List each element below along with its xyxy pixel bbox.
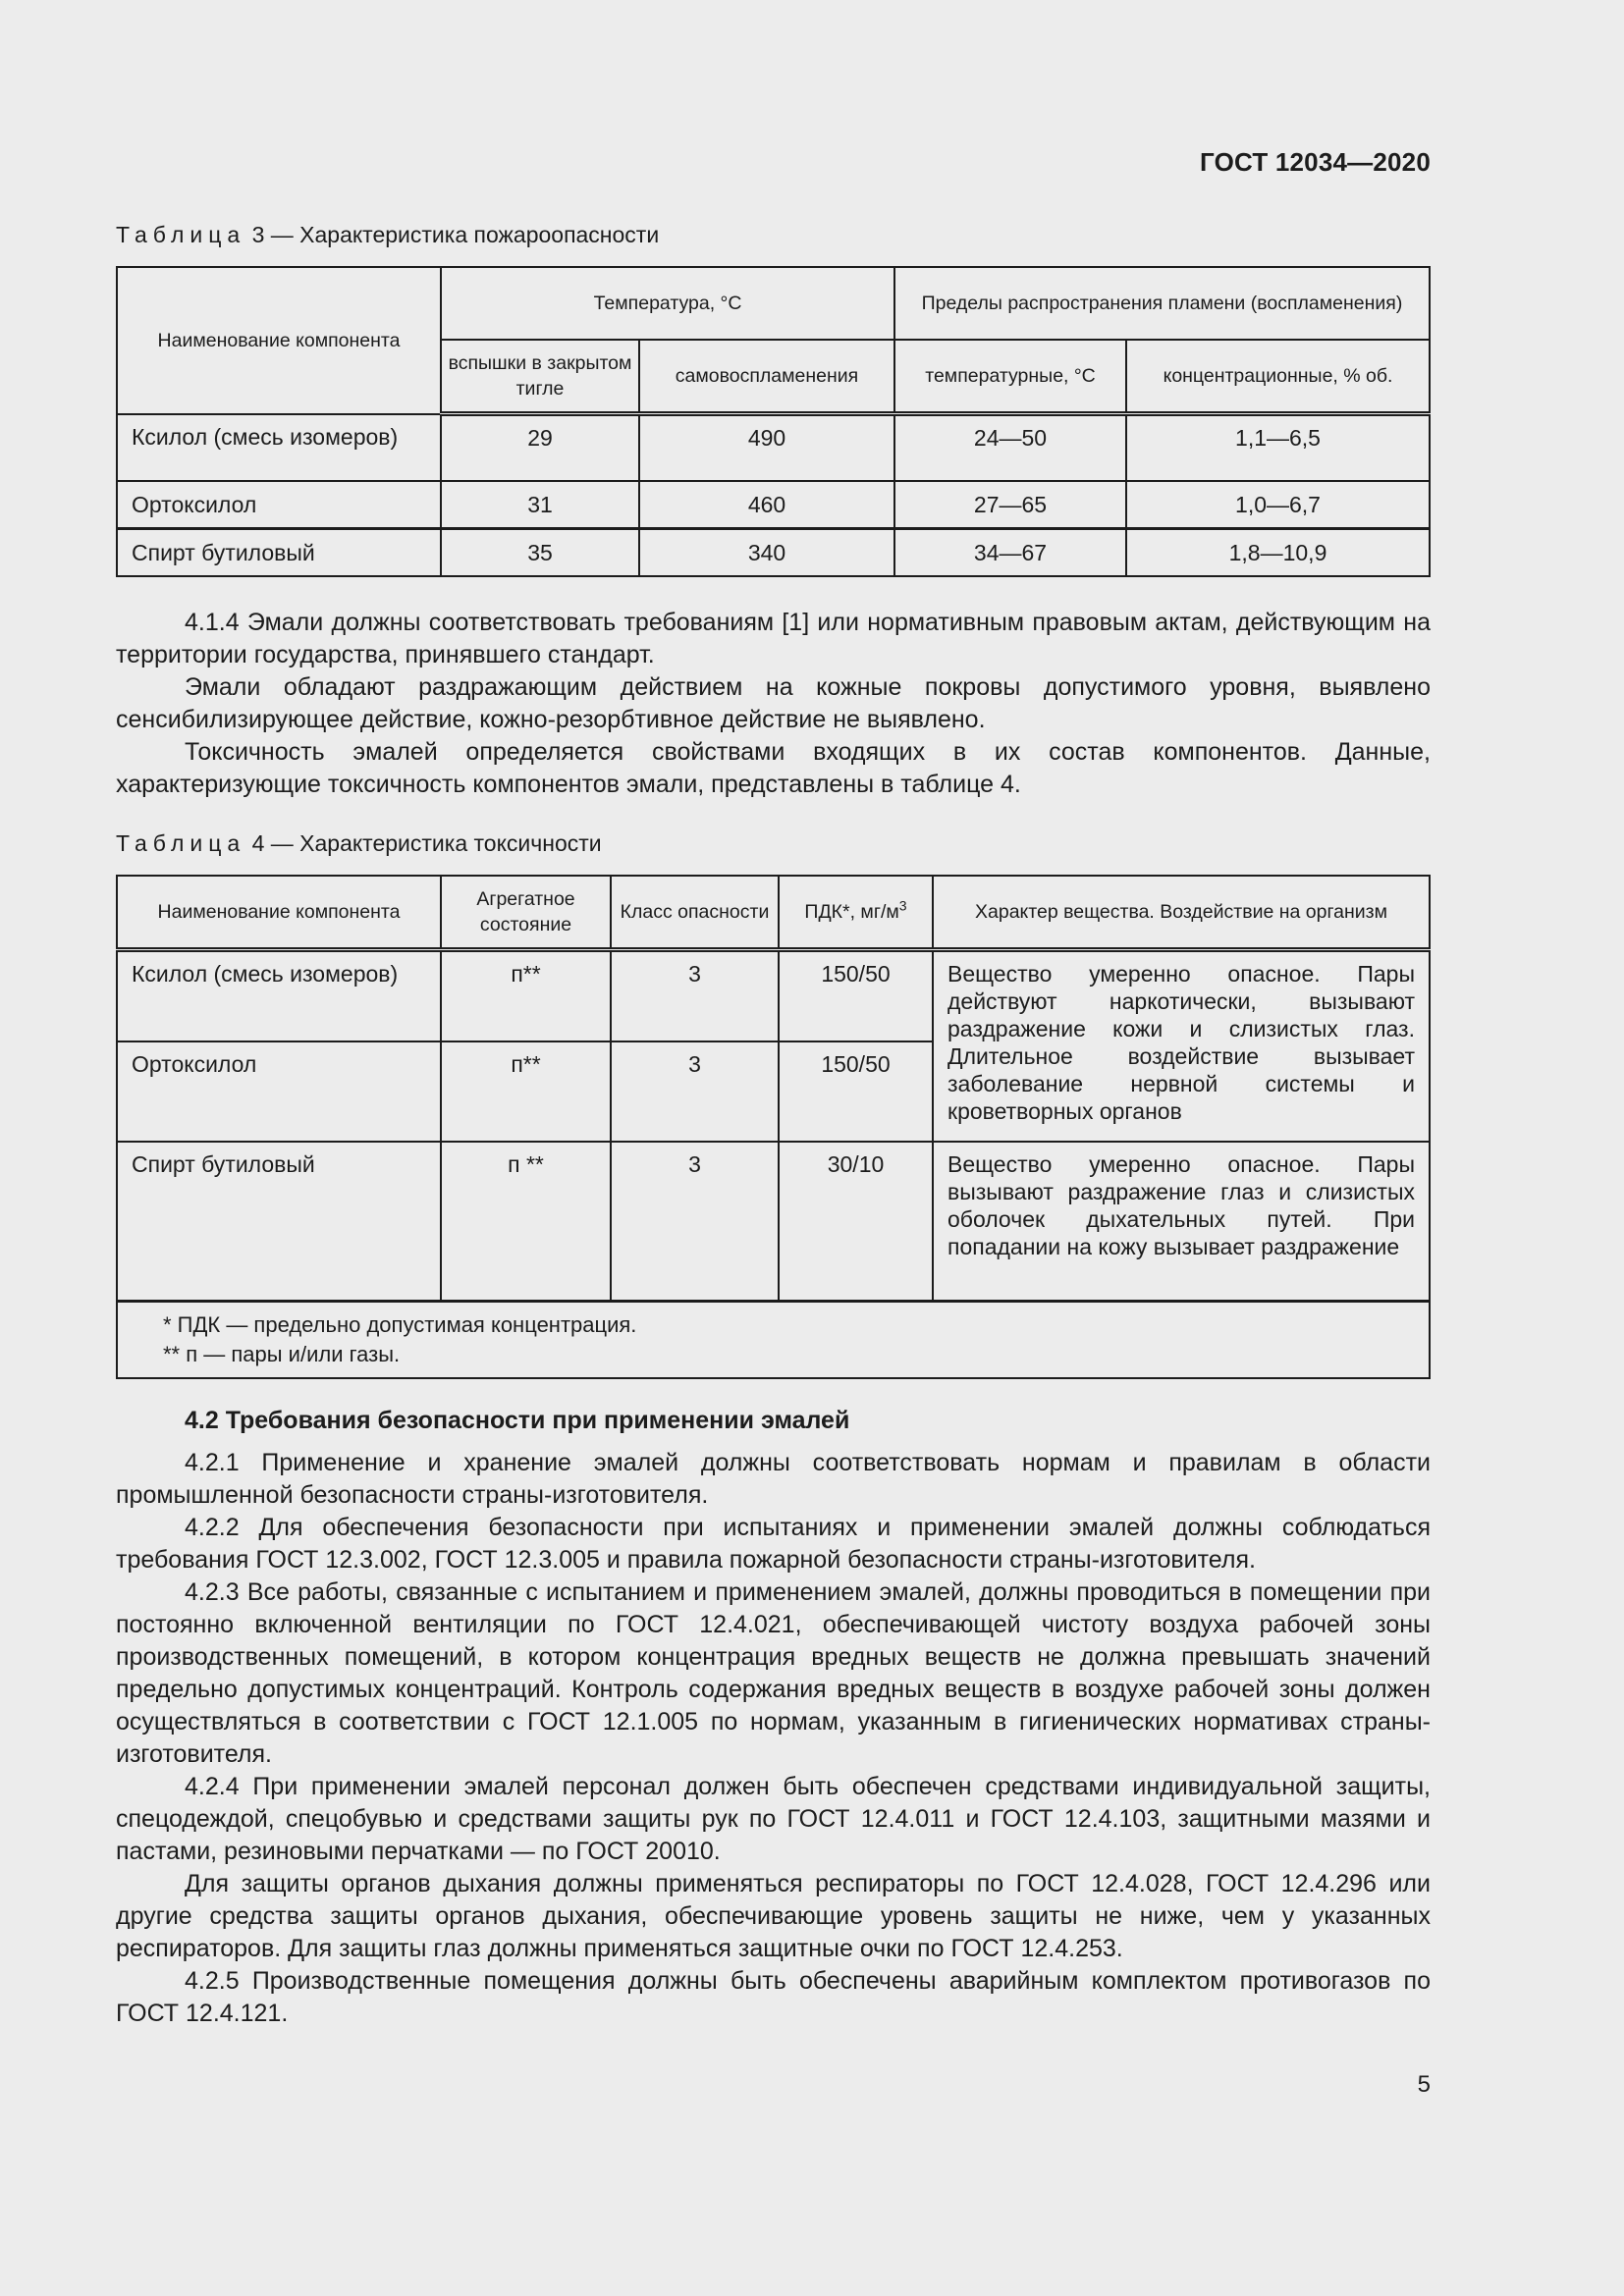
table-4-header-mac-superscript: 3 [898,897,907,913]
table-row [117,481,1430,529]
table-3-header-autoignition: самовоспламенения [639,340,894,414]
table-4-cell-component: Спирт бутиловый [117,1142,441,1302]
table-4-cell-component: Ортоксилол [117,1041,441,1142]
table-4-cell-character-butanol: Вещество умеренно опасное. Пары вызывают раздражение глаз и слизистых оболочек дыхательных путей. При попадании на кожу вызывает раздражение [933,1142,1430,1302]
table-3-cell-component: Ортоксилол [117,481,441,529]
table-4-cell-hazard-class: 3 [611,1041,779,1142]
paragraph-irritation: Эмали обладают раздражающим действием на кожные покровы допустимого уровня, выявлено сенсибилизирующее действие, кожно-резорбтивное действие не выявлено. [116,672,1431,733]
table-4-header-mac [779,876,933,950]
paragraph-respiratory-protection: Для защиты органов дыхания должны применяться респираторы по ГОСТ 12.4.028, ГОСТ 12.4.296 или другие средства защиты органов дыхания, обеспечивающие уровень защиты не ниже, чем у указанных респираторов. Для защиты глаз должны применяться защитные очки по ГОСТ 12.4.253. [116,1869,1431,1962]
table-4-header-character: Характер вещества. Воздействие на организм [933,876,1430,950]
table-3-cell-temp: 34—67 [894,528,1126,576]
table-3-cell-flash: 29 [441,414,639,481]
table-3-caption-word: Таблица [116,222,246,247]
table-4-header-hazard-class: Класс опасности [611,876,779,950]
table-4-cell-character-xylene: Вещество умеренно опасное. Пары действуют наркотически, вызывают раздражение кожи и слизистых глаз. Длительное воздействие вызывает заболевание нервной системы и кроветворных органов [933,949,1430,1142]
table-4-header-state: Агрегатное состояние [441,876,611,950]
page-number: 5 [1417,2071,1431,2098]
table-3-cell-conc: 1,8—10,9 [1126,528,1430,576]
table-3-cell-autoignition: 340 [639,528,894,576]
paragraph-4-2-4: 4.2.4 При применении эмалей персонал должен быть обеспечен средствами индивидуальной защиты, спецодеждой, спецобувью и средствами защиты рук по ГОСТ 12.4.011 и ГОСТ 12.4.103, защитными мазями и пастами, резиновыми перчатками — по ГОСТ 20010. [116,1772,1431,1865]
table-row [117,414,1430,481]
toxicity-table [116,875,1431,1379]
table-4-note-mac: * ПДК — предельно допустимая концентрация. [163,1311,637,1337]
table-4-notes [117,1301,1430,1378]
table-3-cell-component: Спирт бутиловый [117,528,441,576]
table-3-cell-conc: 1,0—6,7 [1126,481,1430,529]
fire-hazard-table [116,266,1431,577]
table-4-caption-title: 4 — Характеристика токсичности [251,829,602,856]
table-4-caption-word: Таблица [116,829,246,856]
table-3-header-flame-limits: Пределы распространения пламени (воспламенения) [894,267,1430,340]
table-row [117,949,1430,1041]
table-4-header-mac-text: ПДК*, мг/м [804,900,899,923]
paragraph-4-2-2: 4.2.2 Для обеспечения безопасности при испытаниях и применении эмалей должны соблюдаться требования ГОСТ 12.3.002, ГОСТ 12.3.005 и правила пожарной безопасности страны-изготовителя. [116,1513,1431,1574]
document-header-standard-id: ГОСТ 12034—2020 [1200,147,1431,177]
table-3-header-flash-point: вспышки в закрытом тигле [441,340,639,414]
table-3-cell-autoignition: 490 [639,414,894,481]
table-4-notes-row [117,1301,1430,1378]
table-4-cell-hazard-class: 3 [611,949,779,1041]
paragraph-4-1-4: 4.1.4 Эмали должны соответствовать требованиям [1] или нормативным правовым актам, действующим на территории государства, принявшего стандарт. [116,608,1431,668]
table-4-cell-mac: 150/50 [779,1041,933,1142]
paragraph-toxicity: Токсичность эмалей определяется свойствами входящих в их состав компонентов. Данные, характеризующие токсичность компонентов эмали, представлены в таблице 4. [116,737,1431,798]
paragraph-4-2-3: 4.2.3 Все работы, связанные с испытанием и применением эмалей, должны проводиться в помещении при постоянно включенной вентиляции по ГОСТ 12.4.021, обеспечивающей чистоту воздуха рабочей зоны производственных помещений, в котором концентрация вредных веществ не должна превышать значений предельно допустимых концентраций. Контроль содержания вредных веществ в воздухе рабочей зоны должен осуществляться в соответствии с ГОСТ 12.1.005 по нормам, указанным в гигиенических нормативах страны-изготовителя. [116,1577,1431,1768]
table-4-cell-mac: 150/50 [779,949,933,1041]
table-4-header-component: Наименование компонента [117,876,441,950]
table-4-cell-mac: 30/10 [779,1142,933,1302]
table-3-cell-temp: 24—50 [894,414,1126,481]
table-3-cell-component: Ксилол (смесь изомеров) [117,414,441,481]
table-4-cell-state: п** [441,949,611,1041]
table-4-cell-state: п ** [441,1142,611,1302]
table-3-cell-conc: 1,1—6,5 [1126,414,1430,481]
table-4-cell-hazard-class: 3 [611,1142,779,1302]
table-3-cell-autoignition: 460 [639,481,894,529]
page-content [116,222,1431,2030]
table-4-cell-component: Ксилол (смесь изомеров) [117,949,441,1041]
paragraph-4-2-1: 4.2.1 Применение и хранение эмалей должны соответствовать нормам и правилам в области промышленной безопасности страны-изготовителя. [116,1448,1431,1509]
table-3-caption-title: 3 — Характеристика пожароопасности [251,222,660,247]
table-3-cell-temp: 27—65 [894,481,1126,529]
table-3-header-temperature: Температура, °С [441,267,894,340]
table-3-header-component: Наименование компонента [117,267,441,414]
table-3-cell-flash: 31 [441,481,639,529]
paragraph-4-2-5: 4.2.5 Производственные помещения должны быть обеспечены аварийным комплектом противогазов по ГОСТ 12.4.121. [116,1966,1431,2027]
section-4-2-title: 4.2 Требования безопасности при применении эмалей [185,1406,850,1434]
table-3-caption [116,222,1431,248]
table-4-caption [116,830,1431,857]
table-3-header-conc-limits: концентрационные, % об. [1126,340,1430,414]
table-3-cell-flash: 35 [441,528,639,576]
table-4-note-state: ** п — пары и/или газы. [163,1341,401,1366]
table-3-header-temp-limits: температурные, °С [894,340,1126,414]
table-row [117,1142,1430,1302]
table-row [117,528,1430,576]
table-4-cell-state: п** [441,1041,611,1142]
